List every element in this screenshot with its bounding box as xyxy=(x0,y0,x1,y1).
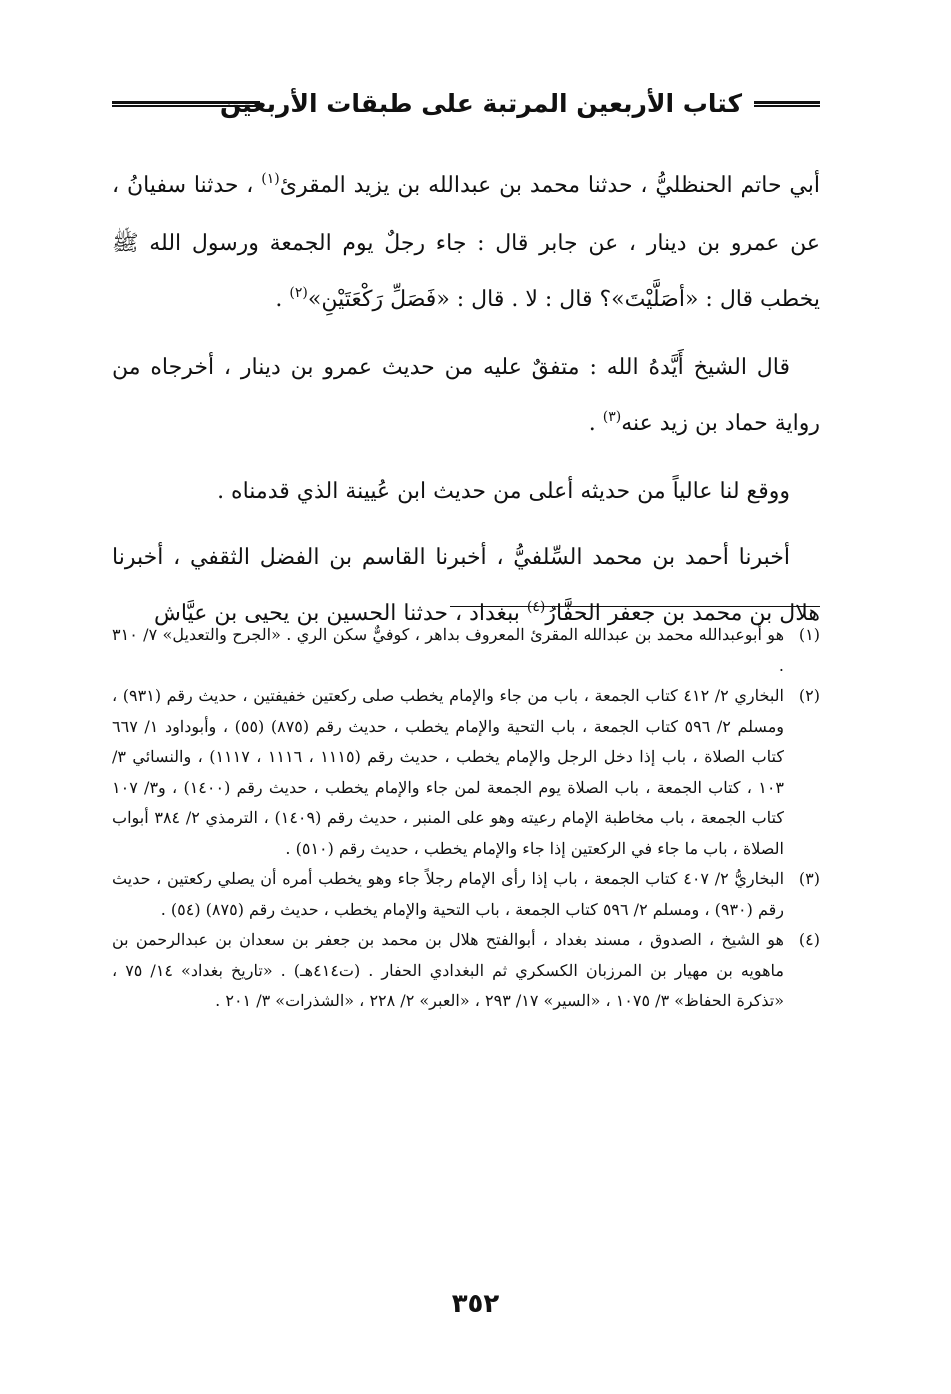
footnote-2 xyxy=(112,681,820,864)
footnote-3-text: البخاريُّ ٢/ ٤٠٧ كتاب الجمعة ، باب إذا رأى الإمام رجلاً جاء وهو يخطب أمره أن يصلي ركعتين ، حديث رقم (٩٣٠) ، ومسلم ٢/ ٥٩٦ كتاب الجمعة ، باب التحية والإمام يخطب ، حديث رقم (٨٧٥) (٥٤) . xyxy=(112,869,785,919)
running-header xyxy=(112,80,820,136)
main-text xyxy=(112,158,820,644)
paragraph-1 xyxy=(112,158,820,330)
paragraph-2-text: قال الشيخ أَيَّدهُ الله : متفقٌ عليه من حديث عمرو بن دينار ، أخرجاه من رواية حماد بن زيد عنه xyxy=(112,355,820,436)
book-title: كتاب الأربعين المرتبة على طبقات الأربعين xyxy=(219,89,742,118)
footnote-ref-2: (٢) xyxy=(289,285,308,301)
footnote-1-number: (١) xyxy=(798,625,820,644)
footnote-3 xyxy=(112,864,820,925)
footnote-ref-1: (١) xyxy=(261,171,280,187)
paragraph-3-text: ووقع لنا عالياً من حديثه أعلى من حديث ابن عُيينة الذي قدمناه . xyxy=(217,479,790,504)
footnote-4 xyxy=(112,925,820,1017)
footnote-2-text: البخاري ٢/ ٤١٢ كتاب الجمعة ، باب من جاء والإمام يخطب صلى ركعتين خفيفتين ، حديث رقم (٩٣١) ، ومسلم ٢/ ٥٩٦ كتاب الجمعة ، باب التحية والإمام يخطب ، حديث رقم (٨٧٥) (٥٥) ، وأبوداود ١/ ٦٦٧ كتاب الصلاة ، باب إذا دخل الرجل والإمام يخطب ، حديث رقم (١١١٥ ، ١١١٦ ، ١١١٧) ، والنسائي ٣/ ١٠٣ ، كتاب الجمعة ، باب الصلاة يوم الجمعة لمن جاء والإمام يخطب ، حديث رقم (١٤٠٠) ، و٣/ ١٠٧ كتاب الجمعة ، باب مخاطبة الإمام رعيته وهو على المنبر ، حديث رقم (١٤٠٩) ، الترمذي ٢/ ٣٨٤ أبواب الصلاة ، باب ما جاء في الركعتين إذا جاء والإمام يخطب ، حديث رقم (٥١٠) . xyxy=(112,686,785,858)
paragraph-3 xyxy=(112,464,820,520)
footnote-1-text: هو أبوعبدالله محمد بن عبدالله المقرئ المعروف بداهر ، كوفيٌّ سكن الري . «الجرح والتعديل» ٧/ ٣١٠ . xyxy=(112,625,785,675)
paragraph-4-text: أخبرنا أحمد بن محمد السِّلفيُّ ، أخبرنا القاسم بن الفضل الثقفي ، أخبرنا هلال بن محمد بن جعفر الحفَّارُ xyxy=(112,545,820,626)
footnote-1 xyxy=(112,620,820,681)
paragraph-1-text-cont: ، حدثنا سفيانُ ، عن عمرو بن دينار ، عن جابر قال : جاء رجلٌ يوم الجمعة ورسول الله ﷺ يخطب قال : «أصَلَّيْتَ»؟ قال : لا . قال : «فَصَلِّ رَكْعَتَيْنِ» xyxy=(112,173,820,312)
footnote-3-number: (٣) xyxy=(798,869,820,888)
paragraph-4-text-end: ببغداد ، حدثنا الحسين بن يحيى بن عيَّاش xyxy=(154,601,527,626)
footnote-ref-3: (٣) xyxy=(602,409,622,425)
paragraph-1-text: أبي حاتم الحنظليُّ ، حدثنا محمد بن عبدالله بن يزيد المقرئ xyxy=(279,173,820,198)
header-rule-right xyxy=(754,101,820,107)
page-number: ٣٥٢ xyxy=(451,1289,500,1319)
footnote-separator xyxy=(450,606,820,607)
footnote-ref-4: (٤) xyxy=(526,599,546,615)
footnotes xyxy=(112,620,820,1017)
footnote-2-number: (٢) xyxy=(798,686,820,705)
paragraph-2-text-end: . xyxy=(588,411,603,436)
paragraph-1-text-end: . xyxy=(275,287,290,312)
footnote-4-text: هو الشيخ ، الصدوق ، مسند بغداد ، أبوالفتح هلال بن محمد بن جعفر بن سعدان بن عبدالرحمن بن ماهويه بن مهيار بن المرزبان الكسكري ثم البغدادي الحفار . (ت٤١٤هـ) . «تاريخ بغداد» ١٤/ ٧٥ ، «تذكرة الحفاظ» ٣/ ١٠٧٥ ، «السير» ١٧/ ٢٩٣ ، «العبر» ٢/ ٢٢٨ ، «الشذرات» ٣/ ٢٠١ . xyxy=(112,930,785,1010)
paragraph-2 xyxy=(112,340,820,454)
footnote-4-number: (٤) xyxy=(798,930,820,949)
